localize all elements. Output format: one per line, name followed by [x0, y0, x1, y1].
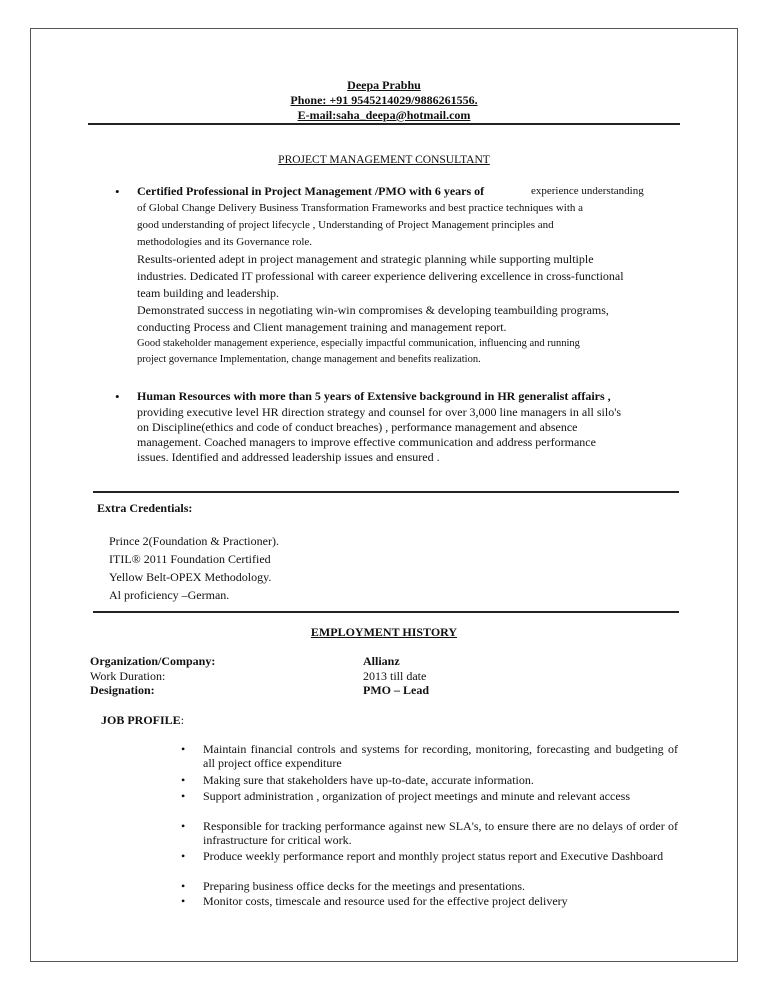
hr-summary-line: on Discipline(ethics and code of conduct breaches) , performance management and absence: [137, 420, 578, 434]
phone-number: Phone: +91 9545214029/9886261556.: [290, 93, 478, 107]
designation-label: Designation:: [90, 683, 155, 697]
credentials-heading: Extra Credentials:: [97, 501, 193, 515]
pm-summary-line: conducting Process and Client management training and management report.: [137, 320, 507, 334]
bullet-icon: •: [181, 849, 186, 863]
job-profile-item: Preparing business office decks for the meetings and presentations.: [203, 879, 526, 893]
bullet-icon: •: [181, 742, 186, 756]
pm-summary-line: Results-oriented adept in project management and strategic planning while supporting multiple: [137, 252, 594, 266]
job-profile-item: Maintain financial controls and systems for recording, monitoring, forecasting and budgeting of all project office expenditure: [203, 742, 678, 770]
work-duration-value: 2013 till date: [363, 669, 427, 683]
credential-item: Al proficiency –German.: [109, 588, 230, 602]
bullet-icon: •: [181, 789, 186, 803]
job-profile-item: Responsible for tracking performance against new SLA's, to ensure there are no delays of order of infrastructure for critical work.: [203, 819, 678, 847]
hr-summary-line: issues. Identified and addressed leadership issues and ensured .: [137, 450, 440, 464]
bullet-icon: •: [115, 389, 120, 404]
section-divider: [93, 611, 679, 613]
work-duration-label: Work Duration:: [90, 669, 166, 683]
employment-heading: EMPLOYMENT HISTORY: [310, 625, 458, 639]
pm-summary-line: of Global Change Delivery Business Transformation Frameworks and best practice techniques with a: [137, 202, 584, 214]
bullet-icon: •: [181, 819, 186, 833]
job-profile-colon: :: [180, 713, 185, 727]
pm-summary-line: project governance Implementation, change management and benefits realization.: [137, 354, 481, 365]
organization-value: Allianz: [363, 654, 400, 668]
job-profile-label: JOB PROFILE: [101, 713, 181, 727]
pm-summary-heading: Certified Professional in Project Management /PMO with 6 years of: [137, 184, 485, 198]
credential-item: ITIL® 2011 Foundation Certified: [109, 552, 271, 566]
hr-summary-heading: Human Resources with more than 5 years of Extensive background in HR generalist affairs ,: [137, 389, 611, 403]
credential-item: Prince 2(Foundation & Practioner).: [109, 534, 279, 548]
email-address[interactable]: E-mail:saha_deepa@hotmail.com: [297, 108, 471, 122]
pm-summary-line: good understanding of project lifecycle , Understanding of Project Management principles and: [137, 219, 554, 231]
job-profile-item: Produce weekly performance report and monthly project status report and Executive Dashboard: [203, 849, 664, 863]
job-profile-item: Support administration , organization of project meetings and minute and relevant access: [203, 789, 630, 803]
pm-summary-line: Demonstrated success in negotiating win-win compromises & developing teambuilding programs,: [137, 303, 609, 317]
pm-summary-line: methodologies and its Governance role.: [137, 236, 313, 248]
job-profile-item: Making sure that stakeholders have up-to-date, accurate information.: [203, 773, 534, 787]
bullet-icon: •: [181, 879, 186, 893]
bullet-icon: •: [115, 184, 120, 199]
job-profile-heading: [101, 712, 184, 728]
bullet-icon: •: [181, 894, 186, 908]
pm-summary-line: team building and leadership.: [137, 286, 279, 300]
pm-summary-line: experience understanding: [531, 185, 644, 197]
candidate-name: Deepa Prabhu: [347, 78, 421, 92]
hr-summary-line: management. Coached managers to improve effective communication and address performance: [137, 435, 596, 449]
section-divider: [93, 491, 679, 493]
designation-value: PMO – Lead: [363, 683, 429, 697]
pm-summary-line: industries. Dedicated IT professional with career experience delivering excellence in cross-functional: [137, 269, 624, 283]
page-title: PROJECT MANAGEMENT CONSULTANT: [278, 154, 490, 166]
bullet-icon: •: [181, 773, 186, 787]
hr-summary-line: providing executive level HR direction strategy and counsel for over 3,000 line managers in all silo's: [137, 405, 622, 419]
credential-item: Yellow Belt-OPEX Methodology.: [109, 570, 272, 584]
header-divider: [88, 123, 680, 125]
job-profile-item: Monitor costs, timescale and resource used for the effective project delivery: [203, 894, 568, 908]
organization-label: Organization/Company:: [90, 654, 216, 668]
pm-summary-line: Good stakeholder management experience, especially impactful communication, influencing and running: [137, 338, 580, 349]
